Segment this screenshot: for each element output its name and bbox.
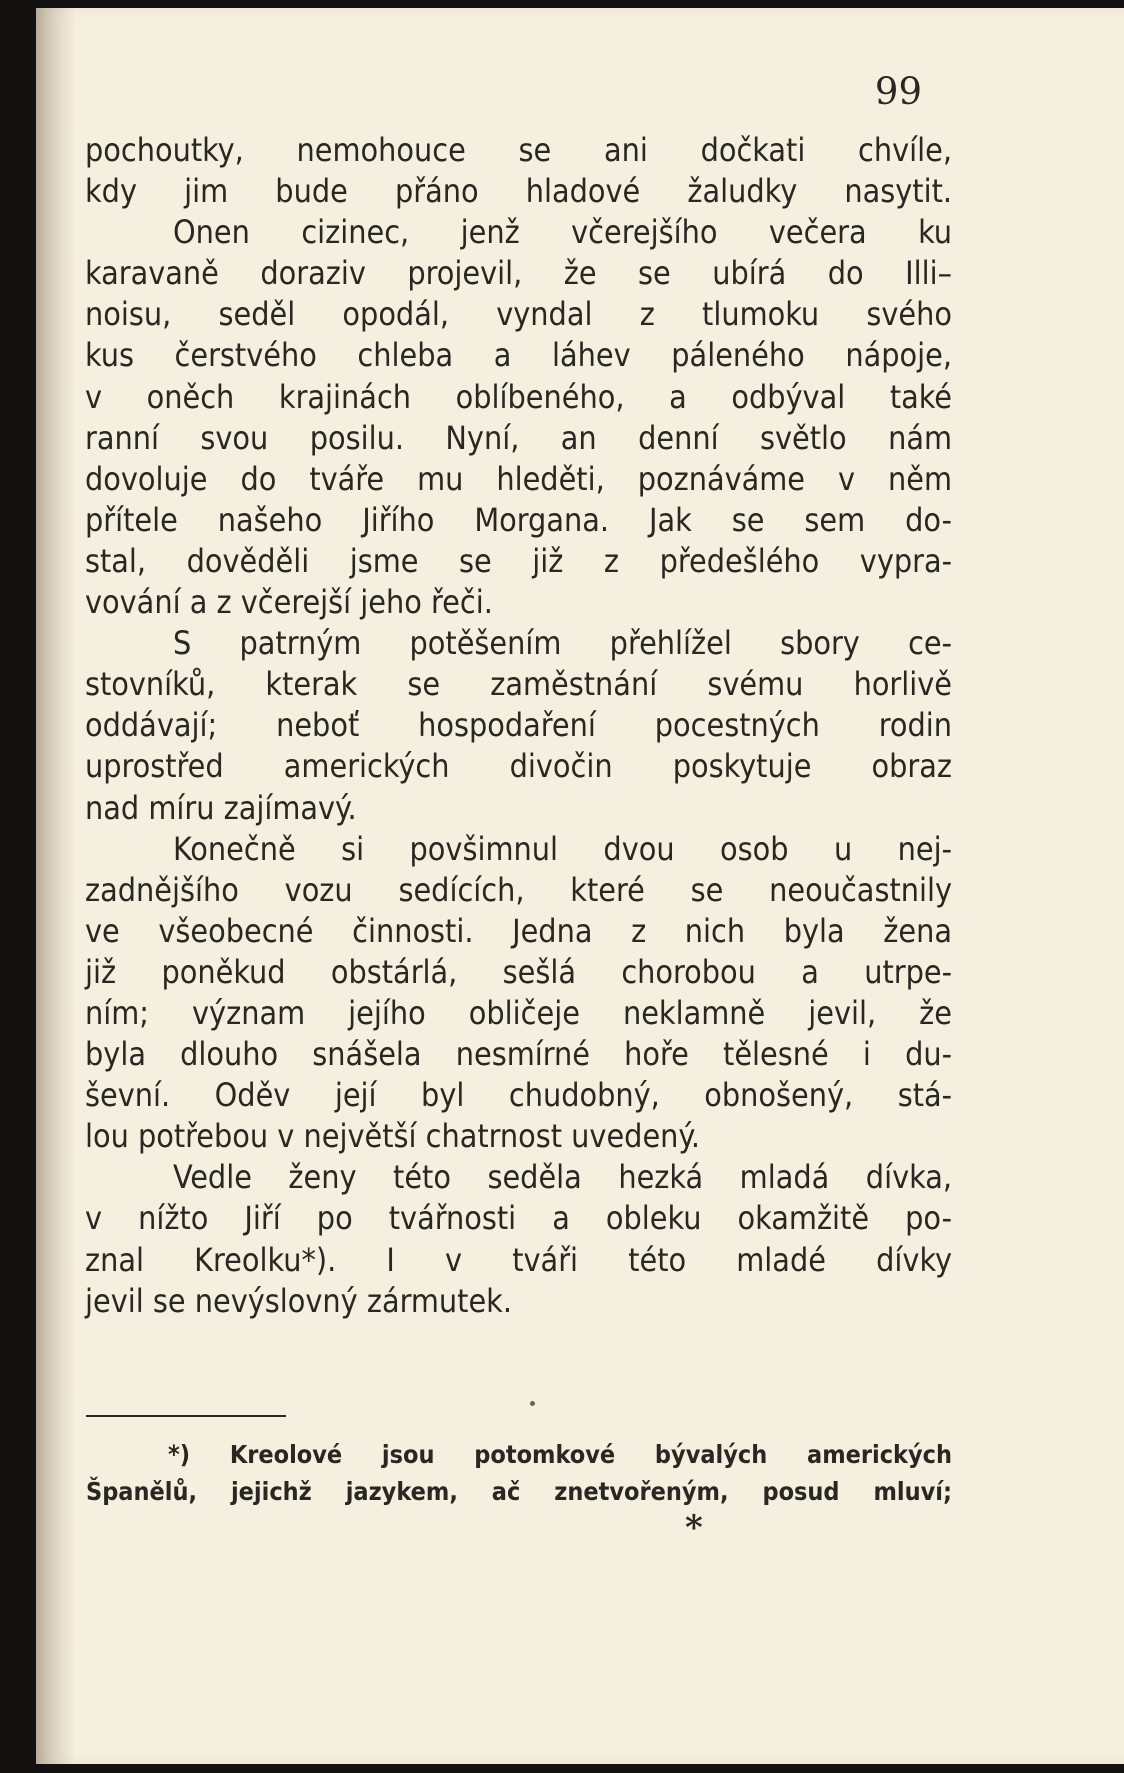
text-line: v oněch krajinách oblíbeného, a odbýval také [85, 377, 952, 416]
body-text [85, 130, 952, 1322]
text-line: Onen cizinec, jenž včerejšího večera ku [173, 213, 952, 252]
text-line: jevil se nevýslovný zármutek. [85, 1281, 512, 1320]
footnote-divider [86, 1415, 286, 1417]
text-line: Konečně si povšimnul dvou osob u nej- [173, 829, 952, 868]
footnote-line: Španělů, jejichž jazykem, ač znetvořeným, posud mluví; [86, 1477, 952, 1506]
signature-mark: * [685, 1508, 703, 1548]
text-line: kus čerstvého chleba a láhev páleného nápoje, [85, 336, 952, 375]
text-line: vování a z včerejší jeho řeči. [85, 583, 493, 622]
text-line: noisu, seděl opodál, vyndal z tlumoku svého [85, 295, 952, 334]
text-line: ranní svou posilu. Nyní, an denní světlo nám [85, 418, 952, 457]
footnote [86, 1436, 952, 1510]
text-line: ve všeobecné činnosti. Jedna z nich byla žena [85, 911, 952, 950]
text-line: byla dlouho snášela nesmírné hoře tělesné i du- [85, 1035, 952, 1074]
text-line: lou potřebou v největší chatrnost uvedený. [85, 1117, 701, 1156]
text-line: dovoluje do tváře mu hleděti, poznáváme v něm [85, 459, 952, 498]
ink-speck [530, 1401, 535, 1406]
text-line: uprostřed amerických divočin poskytuje obraz [85, 747, 952, 786]
text-line: nad míru zajímavý. [85, 788, 357, 827]
text-line: přítele našeho Jiřího Morgana. Jak se sem do- [85, 500, 952, 539]
text-line: kdy jim bude přáno hladové žaludky nasytit. [85, 172, 952, 211]
spine-shadow [36, 8, 76, 1764]
text-line: oddávají; neboť hospodaření pocestných rodin [85, 706, 952, 745]
book-page [36, 8, 1124, 1764]
text-line: znal Kreolku*). I v tváři této mladé dívky [85, 1240, 952, 1279]
text-line: ševní. Oděv její byl chudobný, obnošený, stá- [85, 1076, 952, 1115]
text-line: Vedle ženy této seděla hezká mladá dívka, [173, 1158, 952, 1197]
text-line: již poněkud obstárlá, sešlá chorobou a utrpe- [85, 952, 952, 991]
text-line: pochoutky, nemohouce se ani dočkati chvíle, [85, 131, 952, 169]
page-number: 99 [874, 70, 922, 113]
text-line: S patrným potěšením přehlížel sbory ce- [173, 624, 952, 663]
text-line: stovníků, kterak se zaměstnání svému horlivě [85, 665, 952, 704]
text-line: karavaně doraziv projevil, že se ubírá do Illi– [85, 254, 952, 293]
footnote-line: *) Kreolové jsou potomkové bývalých amerických [168, 1440, 952, 1469]
text-line: ním; význam jejího obličeje neklamně jevil, že [85, 993, 952, 1032]
text-line: zadnějšího vozu sedících, které se neoučastnily [85, 870, 952, 909]
text-line: v nížto Jiří po tvářnosti a obleku okamžitě po- [85, 1199, 952, 1238]
text-line: stal, dověděli jsme se již z předešlého vypra- [85, 541, 952, 580]
